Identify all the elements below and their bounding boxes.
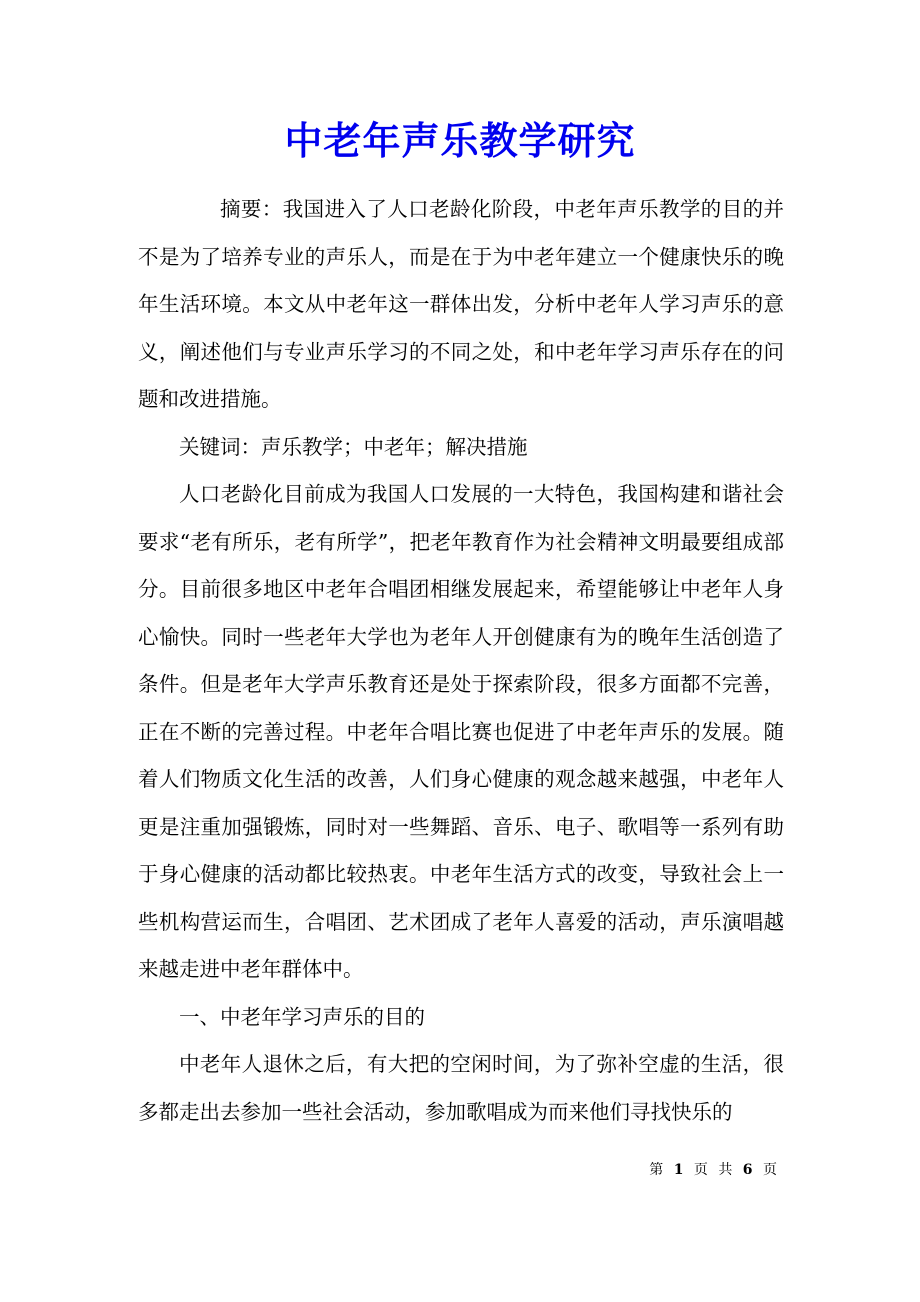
footer-current-page: 1 bbox=[673, 1162, 687, 1178]
section-heading: 一、中老年学习声乐的目的 bbox=[179, 1004, 425, 1029]
document-title: 中老年声乐教学研究 bbox=[284, 118, 636, 163]
intro-paragraph: 人口老龄化目前成为我国人口发展的一大特色，我国构建和谐社会要求“老有所乐，老有所学”，把老年教育作为社会精神文明最要组成部分。目前很多地区中老年合唱团相继发展起来，希望能够让中老年人身心愉快。同时一些老年大学也为老年人开创健康有为的晚年生活创造了条件。但是老年大学声乐教育还是处于探索阶段，很多方面都不完善，正在不断的完善过程。中老年合唱比赛也促进了中老年声乐的发展。随着人们物质文化生活的改善，人们身心健康的观念越来越强，中老年人更是注重加强锻炼，同时对一些舞蹈、音乐、电子、歌唱等一系列有助于身心健康的活动都比较热衷。中老年生活方式的改变，导致社会上一些机构营运而生，合唱团、艺术团成了老年人喜爱的活动，声乐演唱越来越走进中老年群体中。 bbox=[138, 482, 784, 981]
abstract-paragraph: 摘要：我国进入了人口老龄化阶段，中老年声乐教学的目的并不是为了培养专业的声乐人，而是在于为中老年建立一个健康快乐的晚年生活环境。本文从中老年这一群体出发，分析中老年人学习声乐的意义，阐述他们与专业声乐学习的不同之处，和中老年学习声乐存在的问题和改进措施。 bbox=[138, 197, 784, 411]
footer-suffix: 页 bbox=[763, 1162, 780, 1178]
keywords-paragraph: 关键词：声乐教学；中老年；解决措施 bbox=[179, 434, 528, 459]
footer-middle: 页 共 bbox=[693, 1162, 736, 1178]
page-footer bbox=[649, 1162, 780, 1179]
document-body bbox=[138, 186, 784, 1136]
body-paragraph: 中老年人退休之后，有大把的空闲时间，为了弥补空虚的生活，很多都走出去参加一些社会活动，参加歌唱成为而来他们寻找快乐的 bbox=[138, 1052, 784, 1124]
footer-total-pages: 6 bbox=[742, 1162, 756, 1178]
footer-prefix: 第 bbox=[649, 1162, 667, 1178]
